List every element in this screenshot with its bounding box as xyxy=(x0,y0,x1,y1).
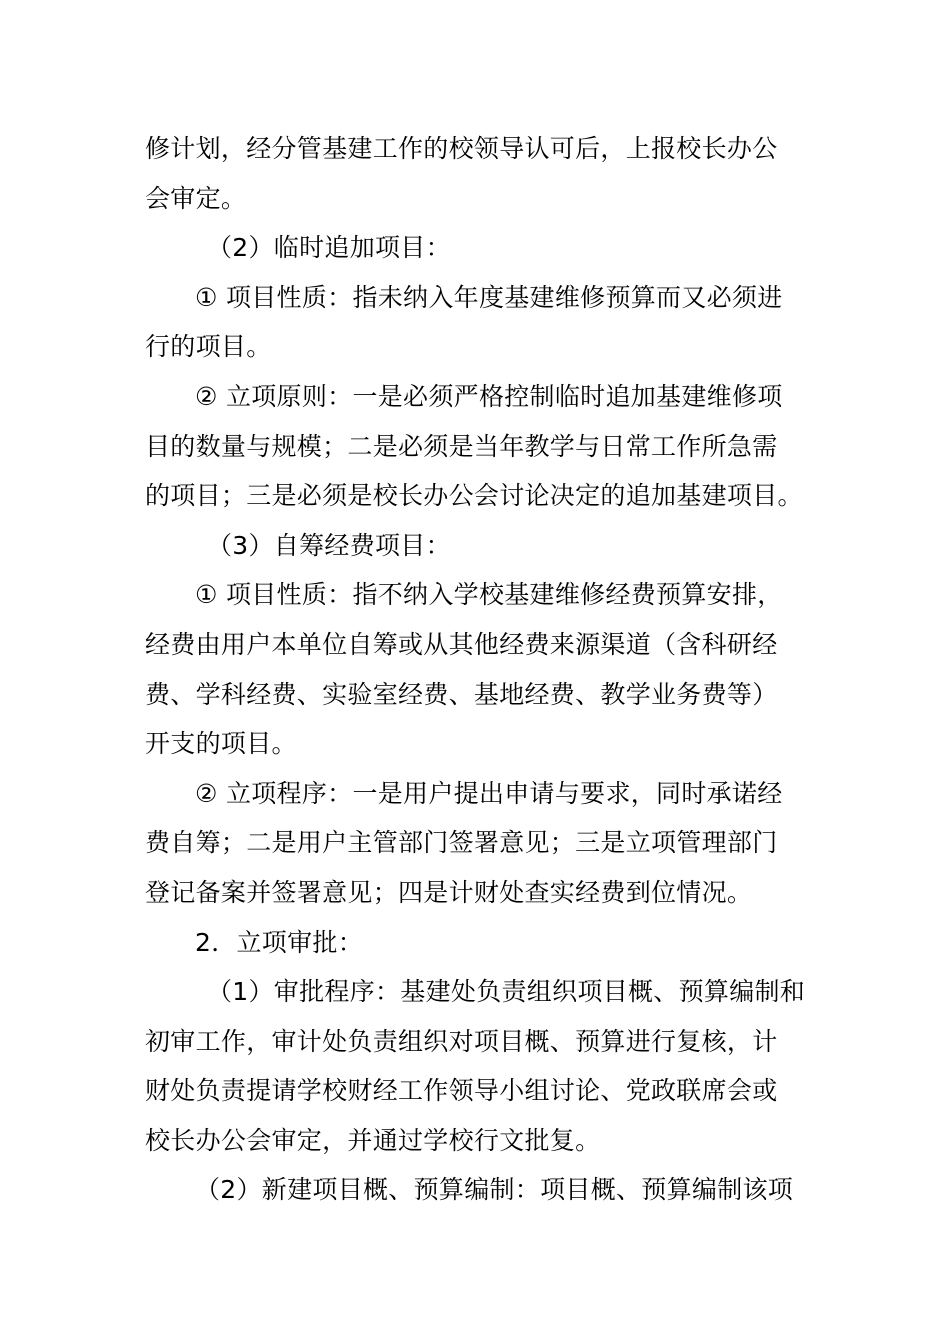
text-line-20: 财处负责提请学校财经工作领导小组讨论、党政联席会或 xyxy=(145,1076,778,1106)
text-line-1: 修计划，经分管基建工作的校领导认可后，上报校长办公 xyxy=(145,134,778,163)
text-line-21: 校长办公会审定，并通过学校行文批复。 xyxy=(145,1125,601,1155)
text-line-15: 费自筹；二是用户主管部门签署意见；三是立项管理部门 xyxy=(145,828,778,858)
document-body xyxy=(145,124,810,1215)
text-line-10: ① 项目性质：指不纳入学校基建维修经费预算安排， xyxy=(195,580,783,610)
text-line-4: ① 项目性质：指未纳入年度基建维修预算而又必须进 xyxy=(195,282,783,312)
text-line-14: ② 立项程序：一是用户提出申请与要求，同时承诺经 xyxy=(195,778,783,808)
text-line-22: （2）新建项目概、预算编制：项目概、预算编制该项 xyxy=(195,1175,794,1205)
subheading-self-funded-projects: （3）自筹经费项目： xyxy=(207,530,451,560)
text-line-12: 费、学科经费、实验室经费、基地经费、教学业务费等） xyxy=(145,679,778,709)
text-line-6: ② 立项原则：一是必须严格控制临时追加基建维修项 xyxy=(195,381,783,411)
section-heading-approval: 2．立项审批： xyxy=(195,927,364,957)
text-line-5: 行的项目。 xyxy=(145,332,272,362)
text-line-18: （1）审批程序：基建处负责组织项目概、预算编制和 xyxy=(207,977,806,1007)
text-line-16: 登记备案并签署意见；四是计财处查实经费到位情况。 xyxy=(145,877,753,907)
text-line-13: 开支的项目。 xyxy=(145,729,297,759)
text-line-19: 初审工作，审计处负责组织对项目概、预算进行复核，计 xyxy=(145,1026,778,1056)
subheading-temporary-projects: （2）临时追加项目： xyxy=(207,233,451,263)
text-line-11: 经费由用户本单位自筹或从其他经费来源渠道（含科研经 xyxy=(145,629,778,659)
text-line-2: 会审定。 xyxy=(145,183,247,213)
text-line-7: 目的数量与规模；二是必须是当年教学与日常工作所急需 xyxy=(145,431,778,461)
text-line-8: 的项目；三是必须是校长办公会讨论决定的追加基建项目。 xyxy=(145,481,803,511)
